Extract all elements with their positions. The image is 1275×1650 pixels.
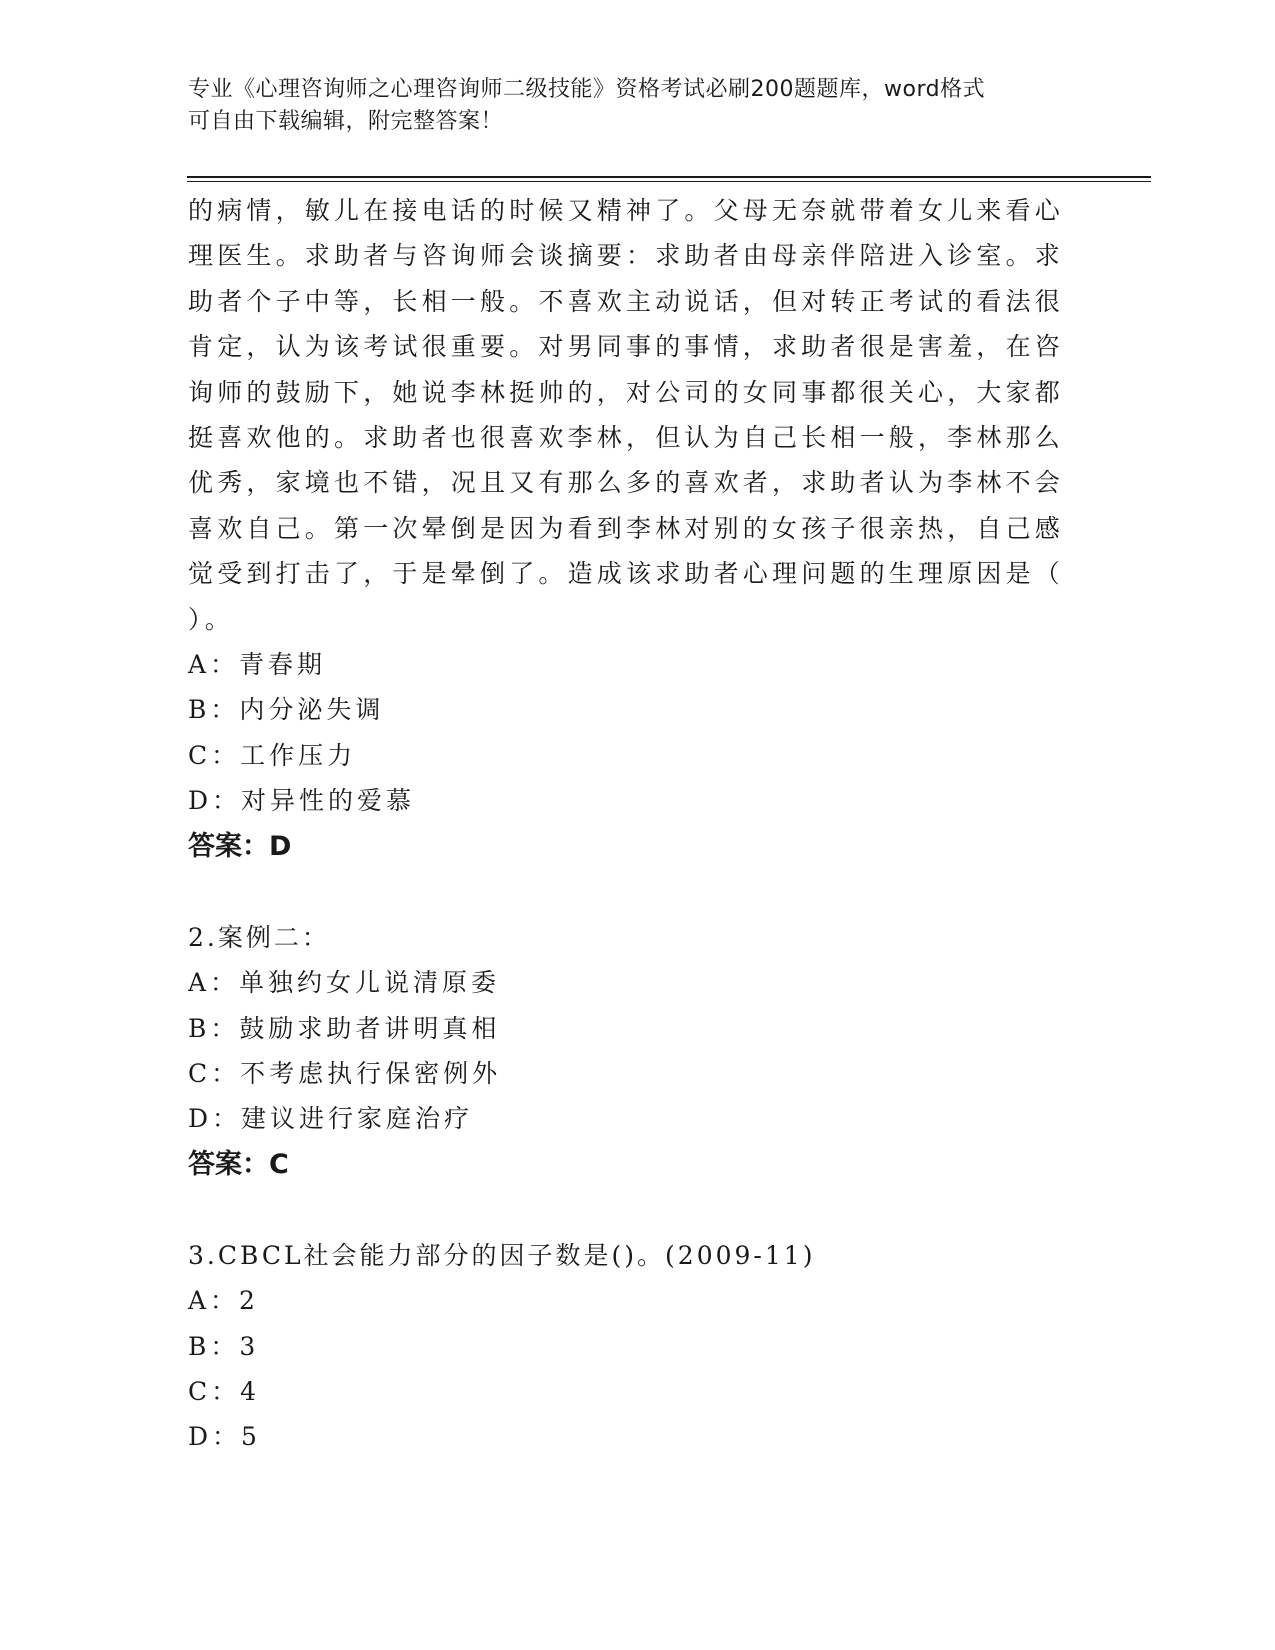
stem-line: 肯定，认为该考试很重要。对男同事的事情，求助者很是害羞，在咨 bbox=[188, 332, 1065, 362]
question-3-title: 3.CBCL社会能力部分的因子数是()。(2009-11) bbox=[188, 1240, 816, 1270]
question-2-title: 2.案例二： bbox=[188, 922, 330, 952]
question-1-option-d: D：对异性的爱慕 bbox=[188, 786, 416, 816]
document-body bbox=[188, 188, 1088, 1460]
question-2-option-d: D：建议进行家庭治疗 bbox=[188, 1104, 474, 1134]
spacer bbox=[188, 869, 1088, 915]
page-header bbox=[188, 74, 1068, 138]
header-rule-thick bbox=[187, 176, 1151, 178]
question-1-option-c: C：工作压力 bbox=[188, 740, 357, 770]
stem-line: 询师的鼓励下，她说李林挺帅的，对公司的女同事都很关心，大家都 bbox=[188, 377, 1065, 407]
header-rule-thin bbox=[187, 181, 1151, 182]
question-1-answer: 答案：D bbox=[188, 830, 292, 862]
question-1-stem bbox=[188, 188, 1088, 642]
stem-line: 的病情，敏儿在接电话的时候又精神了。父母无奈就带着女儿来看心 bbox=[188, 196, 1065, 225]
question-3-option-b: B：3 bbox=[188, 1331, 260, 1361]
stem-line: 喜欢自己。第一次晕倒是因为看到李林对别的女孩子很亲热，自己感 bbox=[188, 513, 1065, 543]
question-2-option-b: B：鼓励求助者讲明真相 bbox=[188, 1013, 501, 1043]
stem-line: ）。 bbox=[188, 604, 234, 634]
header-line-2: 可自由下载编辑，附完整答案！ bbox=[188, 109, 504, 134]
stem-line: 助者个子中等，长相一般。不喜欢主动说话，但对转正考试的看法很 bbox=[188, 286, 1065, 316]
stem-line: 觉受到打击了，于是晕倒了。造成该求助者心理问题的生理原因是（ bbox=[188, 559, 1065, 589]
spacer bbox=[188, 1187, 1088, 1233]
question-3-option-c: C：4 bbox=[188, 1376, 261, 1406]
stem-line: 优秀，家境也不错，况且又有那么多的喜欢者，求助者认为李林不会 bbox=[188, 468, 1065, 498]
question-1-option-b: B：内分泌失调 bbox=[188, 695, 385, 725]
stem-line: 挺喜欢他的。求助者也很喜欢李林，但认为自己长相一般，李林那么 bbox=[188, 423, 1065, 453]
header-line-1: 专业《心理咨询师之心理咨询师二级技能》资格考试必刷200题题库，word格式 bbox=[188, 77, 986, 102]
stem-line: 理医生。求助者与咨询师会谈摘要：求助者由母亲伴陪进入诊室。求 bbox=[188, 241, 1065, 271]
question-2-option-a: A：单独约女儿说清原委 bbox=[188, 968, 501, 998]
question-2-answer: 答案：C bbox=[188, 1148, 289, 1180]
question-3-option-d: D：5 bbox=[188, 1422, 261, 1452]
question-3-option-a: A：2 bbox=[188, 1286, 259, 1316]
question-1-option-a: A：青春期 bbox=[188, 650, 327, 680]
question-2-option-c: C：不考虑执行保密例外 bbox=[188, 1058, 502, 1088]
